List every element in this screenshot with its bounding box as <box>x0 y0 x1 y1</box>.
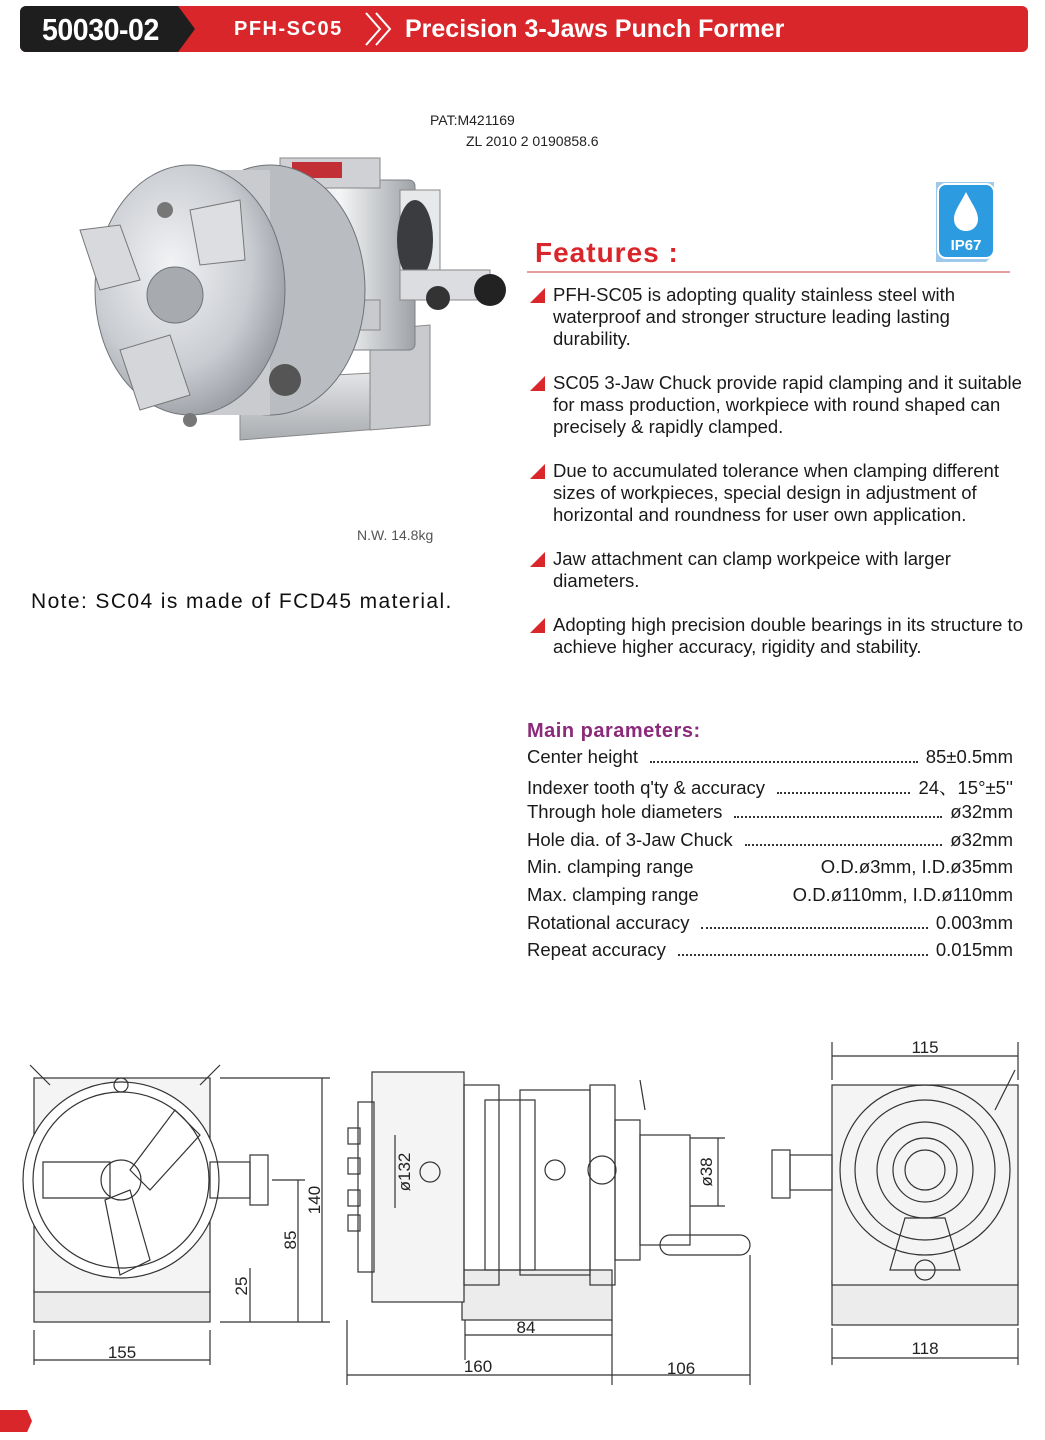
param-row <box>527 801 1013 829</box>
param-row <box>527 746 1013 774</box>
param-row <box>527 829 1013 857</box>
param-label: Min. clamping range <box>527 856 694 878</box>
param-leader-dots <box>678 954 928 956</box>
param-row <box>527 856 1013 884</box>
dim-side-through: ø38 <box>697 1157 716 1187</box>
patent-line-1: PAT:M421169 <box>430 112 515 128</box>
feature-item: Due to accumulated tolerance when clamping different sizes of workpieces, special design in adjustment of horizontal and roundness for user own application. <box>527 460 1027 526</box>
product-title: Precision 3-Jaws Punch Former <box>405 15 785 43</box>
param-row <box>527 912 1013 940</box>
dim-rear-bottom: 118 <box>911 1339 939 1358</box>
dim-rear-top: 115 <box>911 1038 939 1057</box>
dim-side-total: 160 <box>463 1357 493 1376</box>
triangle-bullet-icon <box>530 464 545 479</box>
chevron-right-icon <box>360 10 400 48</box>
param-row <box>527 884 1013 912</box>
page-corner-tab <box>0 1410 32 1432</box>
param-label: Max. clamping range <box>527 883 699 905</box>
param-value: ø32mm <box>950 801 1013 823</box>
patent-line-2: ZL 2010 2 0190858.6 <box>466 133 599 149</box>
triangle-bullet-icon <box>530 618 545 633</box>
param-leader-dots <box>745 844 943 846</box>
badge-label: IP67 <box>950 237 982 254</box>
technical-drawings <box>0 1030 1045 1410</box>
front-view-drawing <box>23 1065 330 1365</box>
feature-item: SC05 3-Jaw Chuck provide rapid clamping and it suitable for mass production, workpiece with round shaped can precisely & rapidly clamped. <box>527 372 1027 438</box>
param-row <box>527 774 1013 802</box>
feature-item: Jaw attachment can clamp workpeice with larger diameters. <box>527 548 1027 592</box>
feature-item: Adopting high precision double bearings in its structure to achieve higher accuracy, rigidity and stability. <box>527 614 1027 658</box>
triangle-bullet-icon <box>530 552 545 567</box>
param-label: Repeat accuracy <box>527 939 666 961</box>
side-view-drawing <box>347 1072 750 1385</box>
features-heading: Features : <box>535 237 679 268</box>
param-label: Rotational accuracy <box>527 911 690 933</box>
param-value: 85±0.5mm <box>925 746 1013 767</box>
param-label: Through hole diameters <box>527 801 723 823</box>
param-leader-dots <box>734 816 942 818</box>
header-bar <box>20 6 1028 52</box>
param-value: O.D.ø110mm, I.D.ø110mm <box>792 883 1013 905</box>
params-table <box>527 746 1013 967</box>
dim-front-center: 85 <box>281 1230 300 1250</box>
param-label: Indexer tooth q'ty & accuracy <box>527 776 765 798</box>
dim-front-base: 25 <box>232 1276 251 1296</box>
param-value: ø32mm <box>950 828 1013 850</box>
triangle-bullet-icon <box>530 288 545 303</box>
param-value: O.D.ø3mm, I.D.ø35mm <box>820 856 1013 878</box>
params-heading: Main parameters: <box>527 720 701 742</box>
net-weight: N.W. 14.8kg <box>357 527 434 543</box>
ip67-badge <box>932 178 998 264</box>
dim-front-height: 140 <box>305 1185 324 1215</box>
dim-side-bore: ø132 <box>395 1152 414 1192</box>
product-photo <box>70 150 510 450</box>
param-label: Center height <box>527 746 639 767</box>
model-number: PFH-SC05 <box>234 18 343 40</box>
param-value: 0.003mm <box>935 911 1013 933</box>
param-leader-dots <box>777 792 910 794</box>
param-leader-dots <box>701 927 927 929</box>
param-row <box>527 939 1013 967</box>
rear-view-drawing <box>772 1042 1018 1365</box>
param-label: Hole dia. of 3-Jaw Chuck <box>527 828 733 850</box>
triangle-bullet-icon <box>530 376 545 391</box>
material-note: Note: SC04 is made of FCD45 material. <box>31 590 453 613</box>
param-leader-dots <box>650 761 918 763</box>
feature-item: PFH-SC05 is adopting quality stainless steel with waterproof and stronger structure leading lasting durability. <box>527 284 1027 350</box>
patent-info <box>430 110 599 152</box>
param-value: 0.015mm <box>935 939 1013 961</box>
dim-side-base: 84 <box>516 1318 536 1337</box>
features-divider <box>527 271 1010 273</box>
dim-front-width: 155 <box>107 1343 137 1362</box>
product-code: 50030-02 <box>42 12 159 47</box>
features-list <box>527 284 1027 680</box>
param-value: 24、15°±5'' <box>918 776 1013 798</box>
dim-side-handle: 106 <box>666 1359 696 1378</box>
